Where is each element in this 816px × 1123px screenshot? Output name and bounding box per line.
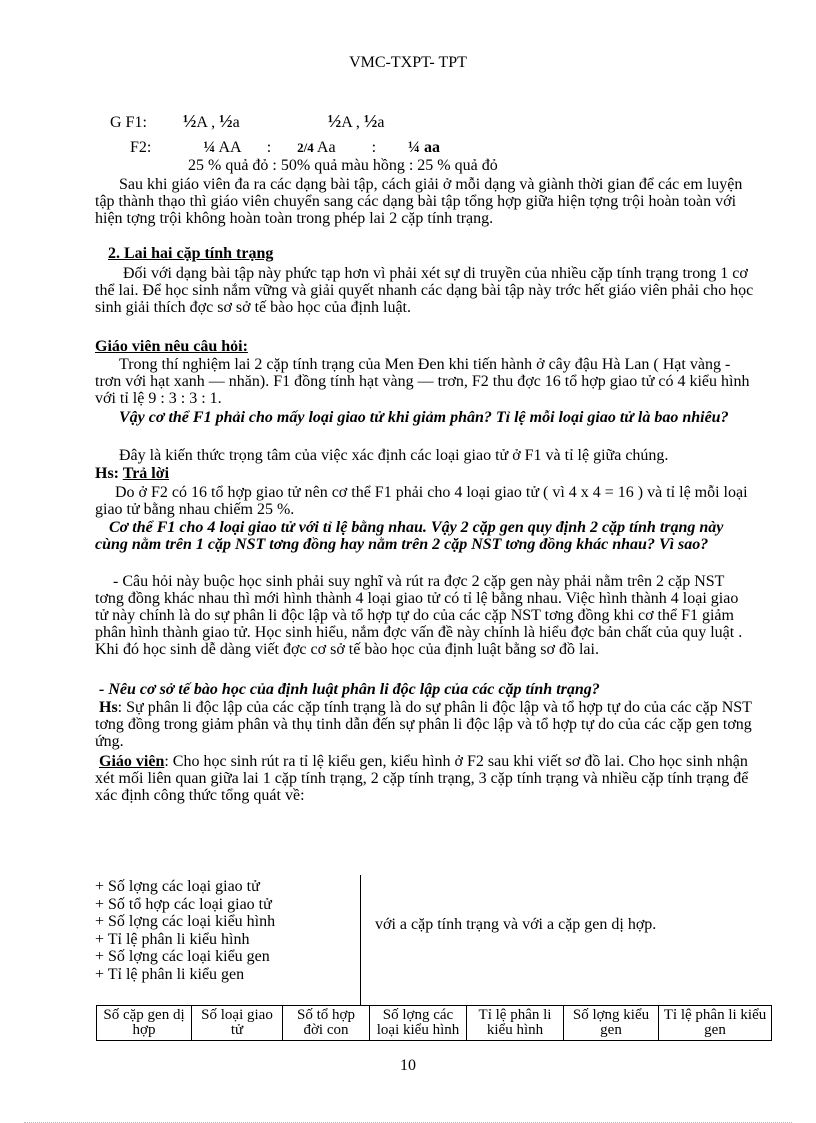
f2-line (130, 139, 440, 157)
gf1-label: G F1: (110, 114, 147, 131)
table-row (97, 1006, 772, 1041)
teacher-label: Giáo viên (99, 753, 165, 770)
list-item: + Số lợng các loại giao tử (95, 878, 260, 895)
f2-sep-1: : (266, 139, 272, 156)
gf1-frac-1: ½ (182, 111, 197, 131)
paragraph-8 (95, 753, 755, 804)
list-divider (360, 875, 361, 1005)
table-header-cell: Số tổ hợp đời con (283, 1006, 370, 1041)
formula-list (95, 878, 355, 983)
f2-sym-1: AA (218, 139, 241, 156)
answer-title: Trả lời (122, 465, 170, 482)
paragraph-6: - Câu hỏi này buộc học sinh phải suy nghĩ và rút ra đợc 2 cặp gen này phải nằm trên 2 cặp NST tơng đồng khác nhau thì mới hình thành 4 loại giao tử có tỉ lệ bằng nhau. Việc hình thành 4 loại giao tử này chính là do sự phân li độc lập và tổ hợp tự do của các cặp NST tơng đồng khi cơ thể F1 giảm phân hình thành giao tử. Học sinh hiểu, nắm đợc vấn đề này chính là hiểu đợc bản chất của quy luật . Khi đó học sinh dễ dàng viết đợc cơ sở tế bào học của định luật bằng sơ đồ lai. (95, 573, 743, 658)
f2-frac-1: ¼ (203, 139, 216, 156)
list-right-note: với a cặp tính trạng và với a cặp gen dị hợp. (375, 916, 657, 933)
question-1: Vậy cơ thể F1 phải cho mấy loại giao tử khi giảm phân? Tỉ lệ mỗi loại giao tử là bao nhiêu? (119, 409, 729, 426)
gf1-frac-2: ½ (219, 111, 233, 131)
f2-sym-3: aa (424, 139, 441, 156)
list-item: + Tỉ lệ phân li kiểu gen (95, 965, 245, 983)
answer-heading: Hs: Trả lời (95, 465, 170, 482)
table-header-cell: Số lợng kiểu gen (564, 1006, 659, 1041)
paragraph-3: Trong thí nghiệm lai 2 cặp tính trạng của Men Đen khi tiến hành ở cây đậu Hà Lan ( Hạt vàng - trơn với hạt xanh — nhăn). F1 đồng tính hạt vàng — trơn, F2 thu đợc 16 tổ hợp giao tử có 4 kiểu hình với tỉ lệ 9 : 3 : 3 : 1. (95, 356, 750, 407)
page-header: VMC-TXPT- TPT (349, 54, 467, 71)
gf1-frac-4: ½ (363, 111, 378, 131)
gf1-sym-2: a (232, 114, 240, 131)
teacher-question-heading: Giáo viên nêu câu hỏi: (95, 338, 248, 355)
gf1-line (110, 112, 384, 132)
table-header-cell: Tỉ lệ phân li kiểu gen (659, 1006, 772, 1041)
paragraph-2: Đối với dạng bài tập này phức tạp hơn vì phải xét sự di truyền của nhiều cặp tính trạng trong 1 cơ thể lai. Để học sinh nắm vững và giải quyết nhanh các dạng bài tập này trớc hết giáo viên phải cho học sinh giải thích đợc sơ sở tế bào học của định luật. (95, 265, 754, 316)
table-header-cell: Số cặp gen dị hợp (97, 1006, 192, 1041)
paragraph-4: Đây là kiến thức trọng tâm của việc xác định các loại giao tử ở F1 và tỉ lệ giữa chúng. (119, 447, 669, 464)
table-header-cell: Số loại giao tử (192, 1006, 283, 1041)
hs2-label: Hs (99, 699, 118, 716)
list-item: + Tỉ lệ phân li kiểu hình (95, 930, 250, 948)
paragraph-5: Do ở F2 có 16 tổ hợp giao tử nên cơ thể F1 phải cho 4 loại giao tử ( vì 4 x 4 = 16 ) và tỉ lệ mỗi loại giao tử bằng nhau chiếm 25 %. (95, 484, 748, 518)
list-item: + Số lợng các loại kiểu gen (95, 948, 270, 965)
section-heading-2: 2. Lai hai cặp tính trạng (108, 245, 274, 262)
gf1-sym-1: A , (196, 114, 216, 131)
gf1-sym-4: a (377, 114, 385, 131)
f2-sym-2: Aa (316, 139, 336, 156)
f2-frac-3: ¼ (408, 139, 421, 156)
f2-frac-2: 2/4 (297, 140, 314, 155)
ratio-line: 25 % quả đỏ : 50% quả màu hồng : 25 % quả đỏ (188, 157, 498, 174)
question-3: - Nêu cơ sở tế bào học của định luật phân li độc lập của các cặp tính trạng? (99, 681, 600, 698)
table-header-cell: Số lợng các loại kiểu hình (370, 1006, 467, 1041)
paragraph-1: Sau khi giáo viên đa ra các dạng bài tập, cách giải ở mỗi dạng và giành thời gian để các em luyện tập thành thạo thì giáo viên chuyển sang các dạng bài tập tổng hợp giữa hiện tợng trội hoàn toàn với hiện tợng trội không hoàn toàn trong phép lai 2 cặp tính trạng. (95, 176, 743, 227)
gf1-sym-3: A , (341, 114, 360, 131)
list-item: + Số lợng các loại kiểu hình (95, 913, 276, 930)
paragraph-7-text: : Sự phân li độc lập của các cặp tính trạng là do sự phân li độc lập và tổ hợp tự do của các cặp NST tơng đồng trong giảm phân và thụ tinh dẫn đến sự phân li độc lập và tổ hợp tự do của các cặp gen tơng ứng. (95, 699, 752, 750)
f2-label: F2: (130, 139, 152, 156)
list-item: + Số tổ hợp các loại giao tử (95, 895, 272, 913)
paragraph-7 (95, 699, 755, 750)
f2-sep-2: : (371, 139, 377, 156)
summary-table (96, 1005, 772, 1041)
question-2: Cơ thể F1 cho 4 loại giao tử với tỉ lệ bằng nhau. Vậy 2 cặp gen quy định 2 cặp tính trạng này cùng nằm trên 1 cặp NST tơng đồng hay nằm trên 2 cặp NST tơng đồng khác nhau? Vì sao? (95, 519, 724, 553)
gf1-frac-3: ½ (327, 111, 342, 131)
paragraph-8-text: : Cho học sinh rút ra tỉ lệ kiểu gen, kiểu hình ở F2 sau khi viết sơ đồ lai. Cho học sinh nhận xét mối liên quan giữa lai 1 cặp tính trạng, 2 cặp tính trạng, 3 cặp tính trạng và nhiều cặp tính trạng để xác định công thức tổng quát về: (95, 753, 749, 804)
hs-label: Hs (95, 465, 114, 482)
table-header-cell: Tỉ lệ phân li kiểu hình (467, 1006, 564, 1041)
page-number: 10 (400, 1057, 416, 1074)
